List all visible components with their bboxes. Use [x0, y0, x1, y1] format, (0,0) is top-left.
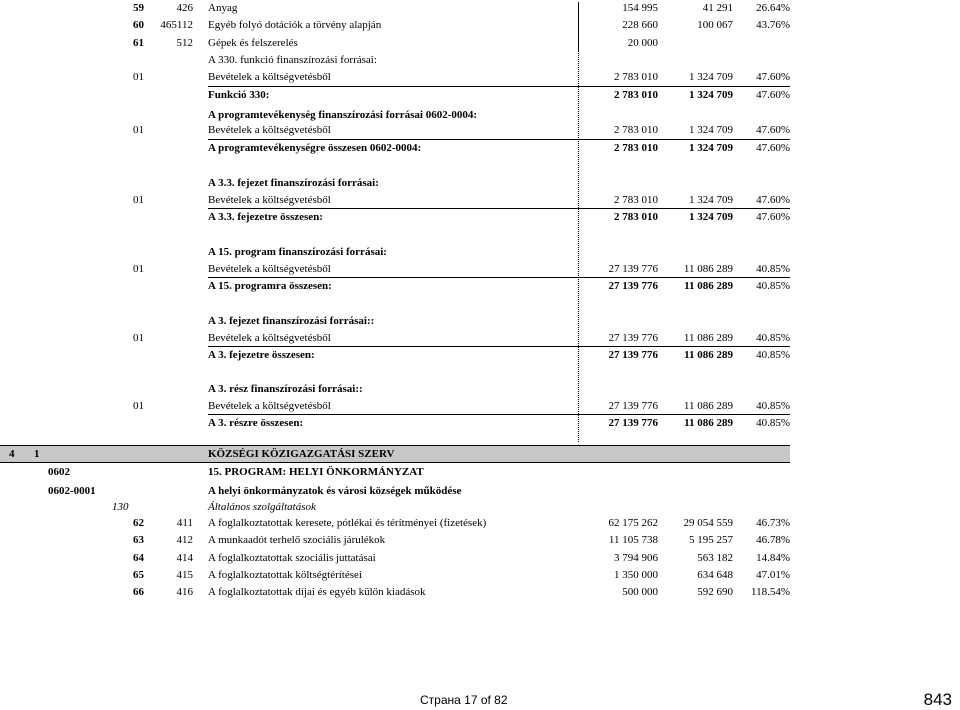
- actual-value: 1 324 709: [689, 89, 733, 101]
- actual-value: 1 324 709: [689, 194, 733, 206]
- percent-value: 47.60%: [756, 142, 790, 154]
- row-label: Gépek és felszerelés: [208, 37, 298, 49]
- row-number: 60: [133, 19, 144, 31]
- budget-value: 2 783 010: [614, 71, 658, 83]
- source-row: [0, 122, 960, 139]
- percent-value: 40.85%: [756, 332, 790, 344]
- source-label: Bevételek a költségvetésből: [208, 332, 331, 344]
- budget-value: 27 139 776: [608, 280, 658, 292]
- budget-value: 154 995: [622, 2, 658, 14]
- source-label: Bevételek a költségvetésből: [208, 263, 331, 275]
- actual-value: 11 086 289: [684, 349, 733, 361]
- percent-value: 14.84%: [756, 552, 790, 564]
- total-label: A programtevékenységre összesen 0602-0004:: [208, 142, 422, 154]
- function-code: 130: [112, 501, 129, 513]
- percent-value: 47.01%: [756, 569, 790, 581]
- percent-value: 43.76%: [756, 19, 790, 31]
- percent-value: 47.60%: [756, 211, 790, 223]
- source-code: 01: [133, 332, 144, 344]
- percent-value: 26.64%: [756, 2, 790, 14]
- budget-value: 27 139 776: [608, 417, 658, 429]
- funk330-heading: A 330. funkció finanszírozási forrásai:: [208, 54, 377, 66]
- activity-code: 0602-0001: [48, 485, 96, 497]
- table-row: [0, 550, 960, 567]
- actual-value: 29 054 559: [683, 517, 733, 529]
- percent-value: 40.85%: [756, 400, 790, 412]
- budget-value: 20 000: [627, 37, 658, 49]
- fej3-heading: A 3. fejezet finanszírozási forrásai::: [208, 315, 375, 327]
- total-label: A 3. fejezetre összesen:: [208, 349, 315, 361]
- total-label: A 3. részre összesen:: [208, 417, 304, 429]
- budget-value: 27 139 776: [608, 349, 658, 361]
- actual-value: 563 182: [697, 552, 733, 564]
- band-title: KÖZSÉGI KÖZIGAZGATÁSI SZERV: [208, 448, 395, 460]
- table-row: [0, 35, 960, 52]
- function-row: [0, 499, 960, 516]
- page-number: 843: [923, 690, 952, 709]
- budget-value: 27 139 776: [608, 332, 658, 344]
- row-number: 63: [133, 534, 144, 546]
- row-number: 61: [133, 37, 144, 49]
- prog0602-heading: A programtevékenység finanszírozási forrásai 0602-0004:: [208, 109, 478, 121]
- section-heading: [0, 175, 960, 192]
- row-number: 66: [133, 586, 144, 598]
- row-number: 64: [133, 552, 144, 564]
- table-row: [0, 515, 960, 532]
- percent-value: 47.60%: [756, 71, 790, 83]
- actual-value: 100 067: [697, 19, 733, 31]
- budget-value: 2 783 010: [614, 194, 658, 206]
- band-chapter: 1: [34, 448, 40, 460]
- section-heading: [0, 52, 960, 69]
- actual-value: 11 086 289: [684, 417, 733, 429]
- econ-code: 416: [176, 586, 193, 598]
- actual-value: 41 291: [702, 2, 733, 14]
- actual-value: 1 324 709: [689, 71, 733, 83]
- actual-value: 634 648: [697, 569, 733, 581]
- table-row: [0, 567, 960, 584]
- percent-value: 46.73%: [756, 517, 790, 529]
- row-label: A foglalkoztatottak szociális juttatásai: [208, 552, 376, 564]
- actual-value: 592 690: [697, 586, 733, 598]
- budget-value: 27 139 776: [608, 400, 658, 412]
- section-heading: [0, 244, 960, 261]
- program-code: 0602: [48, 466, 70, 478]
- percent-value: 118.54%: [750, 586, 790, 598]
- budget-value: 228 660: [622, 19, 658, 31]
- budget-value: 2 783 010: [614, 211, 658, 223]
- table-row: [0, 0, 960, 17]
- section-heading: [0, 313, 960, 330]
- row-number: 59: [133, 2, 144, 14]
- total-label: A 15. programra összesen:: [208, 280, 332, 292]
- prog15-heading: A 15. program finanszírozási forrásai:: [208, 246, 387, 258]
- actual-value: 11 086 289: [683, 400, 733, 412]
- budget-value: 2 783 010: [614, 89, 658, 101]
- total-row: [0, 87, 960, 104]
- total-row: [0, 347, 960, 364]
- total-label: Funkció 330:: [208, 89, 270, 101]
- econ-code: 512: [176, 37, 193, 49]
- fej33-heading: A 3.3. fejezet finanszírozási forrásai:: [208, 177, 379, 189]
- source-code: 01: [133, 194, 144, 206]
- source-row: [0, 69, 960, 86]
- section-heading: [0, 381, 960, 398]
- table-row: [0, 532, 960, 549]
- econ-code: 412: [176, 534, 193, 546]
- resz3-heading: A 3. rész finanszírozási forrásai::: [208, 383, 363, 395]
- budget-value: 2 783 010: [614, 124, 658, 136]
- source-label: Bevételek a költségvetésből: [208, 400, 331, 412]
- total-row: [0, 140, 960, 157]
- source-row: [0, 192, 960, 209]
- econ-code: 415: [176, 569, 193, 581]
- econ-code: 426: [176, 2, 193, 14]
- activity-row: [0, 483, 960, 500]
- total-label: A 3.3. fejezetre összesen:: [208, 211, 323, 223]
- source-label: Bevételek a költségvetésből: [208, 124, 331, 136]
- source-code: 01: [133, 400, 144, 412]
- function-title: Általános szolgáltatások: [208, 501, 316, 513]
- percent-value: 40.85%: [756, 263, 790, 275]
- table-row: [0, 17, 960, 34]
- source-row: [0, 261, 960, 278]
- row-label: Egyéb folyó dotációk a törvény alapján: [208, 19, 382, 31]
- budget-value: 500 000: [622, 586, 658, 598]
- program-title: 15. PROGRAM: HELYI ÖNKORMÁNYZAT: [208, 466, 424, 478]
- source-row: [0, 330, 960, 347]
- budget-value: 1 350 000: [614, 569, 658, 581]
- actual-value: 11 086 289: [684, 280, 733, 292]
- source-code: 01: [133, 263, 144, 275]
- source-code: 01: [133, 71, 144, 83]
- source-code: 01: [133, 124, 144, 136]
- econ-code: 414: [176, 552, 193, 564]
- chapter-band: [0, 445, 790, 463]
- percent-value: 47.60%: [756, 89, 790, 101]
- actual-value: 5 195 257: [689, 534, 733, 546]
- band-part: 4: [9, 448, 15, 460]
- budget-value: 27 139 776: [608, 263, 658, 275]
- actual-value: 11 086 289: [683, 332, 733, 344]
- percent-value: 40.85%: [756, 349, 790, 361]
- row-number: 62: [133, 517, 144, 529]
- percent-value: 40.85%: [756, 280, 790, 292]
- total-row: [0, 278, 960, 295]
- source-row: [0, 398, 960, 415]
- row-label: A foglalkoztatottak költségtérítései: [208, 569, 362, 581]
- percent-value: 47.60%: [756, 194, 790, 206]
- actual-value: 1 324 709: [689, 211, 733, 223]
- source-label: Bevételek a költségvetésből: [208, 194, 331, 206]
- row-label: A foglalkoztatottak keresete, pótlékai és térítményei (fizetések): [208, 517, 487, 529]
- actual-value: 1 324 709: [689, 124, 733, 136]
- row-label: Anyag: [208, 2, 238, 14]
- source-label: Bevételek a költségvetésből: [208, 71, 331, 83]
- page-footer: Страна 17 of 82: [420, 693, 508, 707]
- budget-value: 2 783 010: [614, 142, 658, 154]
- actual-value: 1 324 709: [689, 142, 733, 154]
- row-label: A foglalkoztatottak díjai és egyéb külön kiadások: [208, 586, 426, 598]
- actual-value: 11 086 289: [683, 263, 733, 275]
- budget-value: 11 105 738: [608, 534, 658, 546]
- percent-value: 47.60%: [756, 124, 790, 136]
- table-row: [0, 584, 960, 601]
- budget-value: 62 175 262: [608, 517, 658, 529]
- econ-code: 465112: [160, 19, 193, 31]
- budget-value: 3 794 906: [614, 552, 658, 564]
- total-row: [0, 415, 960, 432]
- total-row: [0, 209, 960, 226]
- econ-code: 411: [176, 517, 193, 529]
- program-row: [0, 464, 960, 481]
- percent-value: 46.78%: [756, 534, 790, 546]
- percent-value: 40.85%: [756, 417, 790, 429]
- row-label: A munkaadót terhelő szociális járulékok: [208, 534, 386, 546]
- row-number: 65: [133, 569, 144, 581]
- activity-title: A helyi önkormányzatok és városi községek működése: [208, 485, 462, 497]
